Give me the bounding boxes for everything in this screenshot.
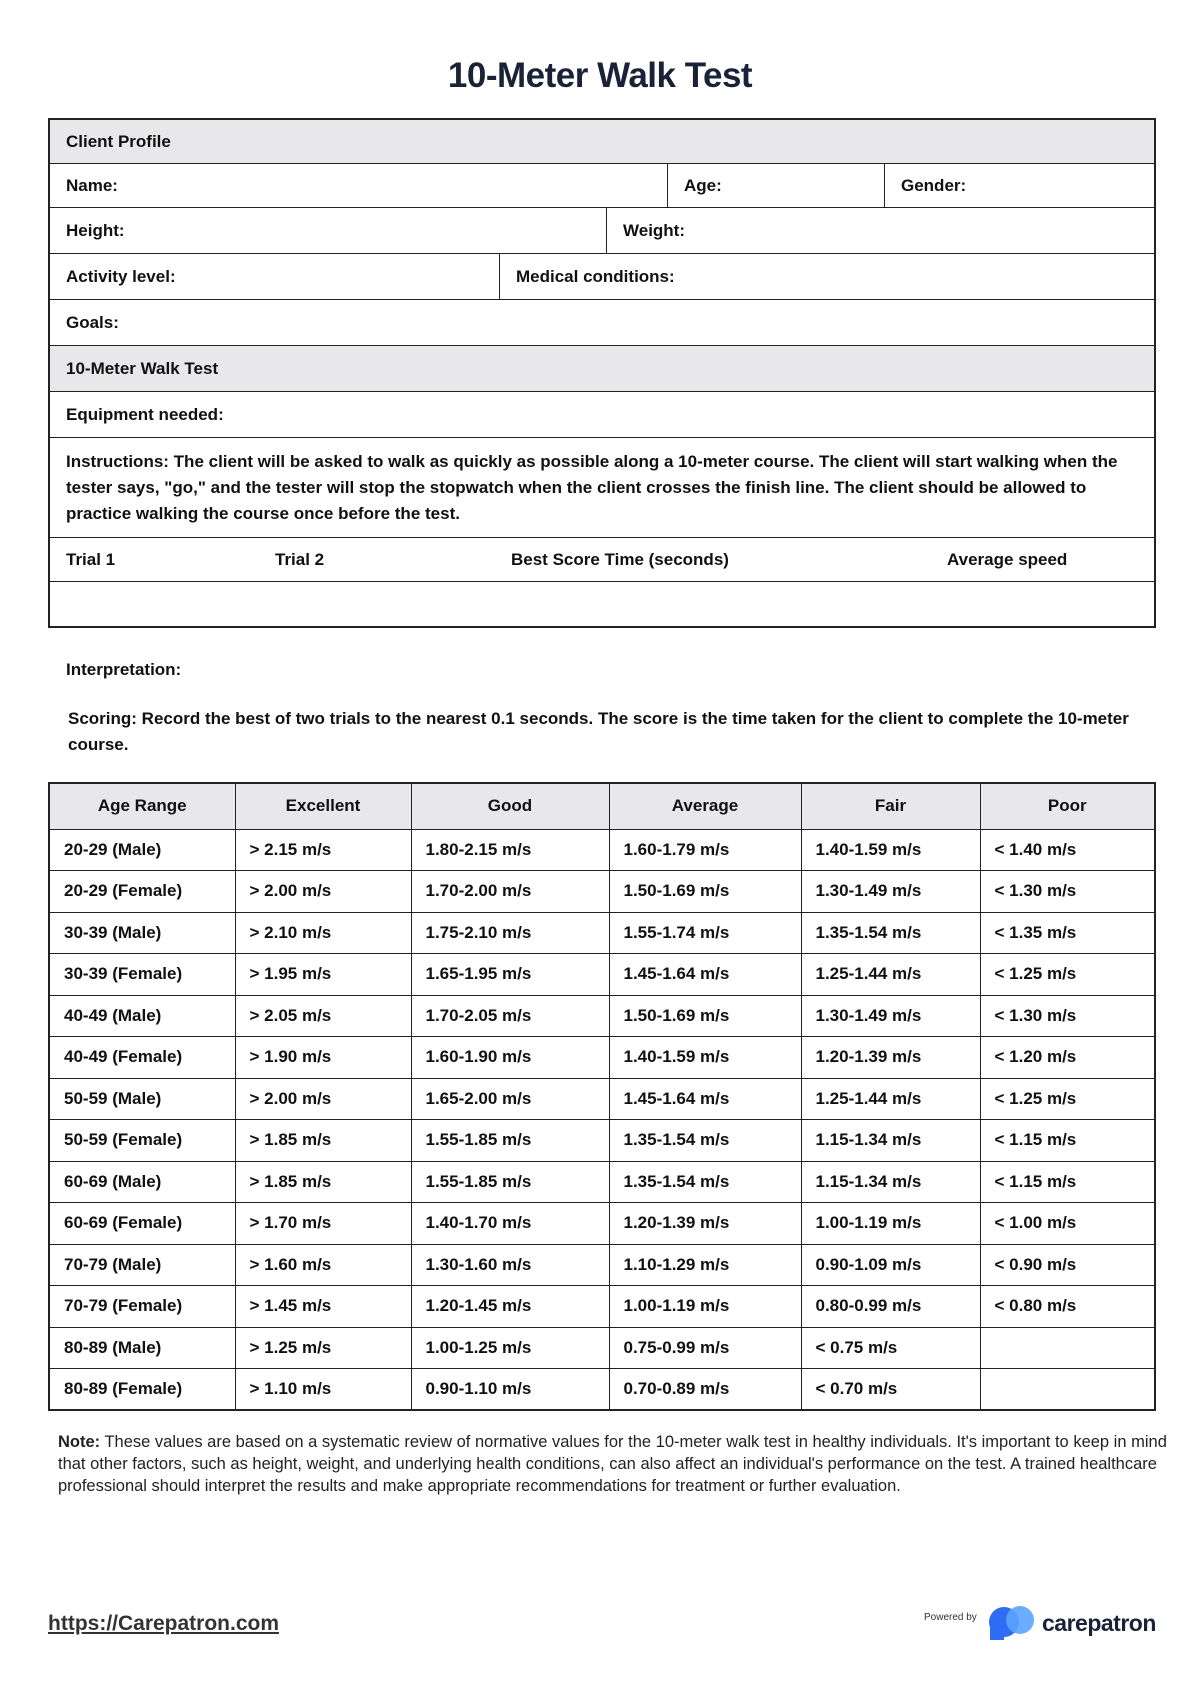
norms-cell: > 1.25 m/s <box>235 1327 411 1369</box>
header-fair: Fair <box>801 783 980 829</box>
norms-cell: 1.35-1.54 m/s <box>609 1161 801 1203</box>
norms-cell: 1.55-1.85 m/s <box>411 1120 609 1162</box>
norms-table-row <box>49 1369 1155 1411</box>
norms-cell: < 0.90 m/s <box>980 1244 1155 1286</box>
header-excellent: Excellent <box>235 783 411 829</box>
norms-cell: 1.35-1.54 m/s <box>801 912 980 954</box>
norms-cell: > 1.45 m/s <box>235 1286 411 1328</box>
trial-1-label: Trial 1 <box>66 549 116 569</box>
norms-cell: 1.45-1.64 m/s <box>609 1078 801 1120</box>
norms-cell: > 1.10 m/s <box>235 1369 411 1411</box>
norms-cell: 80-89 (Female) <box>49 1369 235 1411</box>
norms-cell: 0.75-0.99 m/s <box>609 1327 801 1369</box>
norms-cell: > 2.05 m/s <box>235 995 411 1037</box>
client-profile-header-row <box>50 120 1154 164</box>
norms-cell: 40-49 (Female) <box>49 1037 235 1079</box>
header-average: Average <box>609 783 801 829</box>
age-field[interactable]: Age: <box>667 164 884 207</box>
norms-table-row <box>49 1037 1155 1079</box>
norms-cell: 1.60-1.79 m/s <box>609 829 801 871</box>
client-profile-header: Client Profile <box>66 131 171 151</box>
norms-table-row <box>49 1120 1155 1162</box>
norms-cell: 0.80-0.99 m/s <box>801 1286 980 1328</box>
height-weight-row <box>50 208 1154 254</box>
client-form <box>48 118 1156 628</box>
weight-field[interactable]: Weight: <box>606 208 1154 253</box>
name-age-gender-row <box>50 164 1154 208</box>
gender-field[interactable]: Gender: <box>884 164 1154 207</box>
norms-cell: < 1.30 m/s <box>980 995 1155 1037</box>
norms-table-row <box>49 954 1155 996</box>
average-speed-label: Average speed <box>947 549 1068 569</box>
norms-cell: 50-59 (Female) <box>49 1120 235 1162</box>
header-age-range: Age Range <box>49 783 235 829</box>
norms-cell: 1.20-1.39 m/s <box>609 1203 801 1245</box>
norms-cell: 1.00-1.19 m/s <box>609 1286 801 1328</box>
norms-cell: 1.20-1.45 m/s <box>411 1286 609 1328</box>
norms-cell: 1.65-2.00 m/s <box>411 1078 609 1120</box>
header-poor: Poor <box>980 783 1155 829</box>
norms-cell: 1.30-1.49 m/s <box>801 871 980 913</box>
norms-cell: > 2.10 m/s <box>235 912 411 954</box>
norms-table-row <box>49 871 1155 913</box>
norms-cell: 1.70-2.05 m/s <box>411 995 609 1037</box>
norms-cell: 1.15-1.34 m/s <box>801 1120 980 1162</box>
walk-test-header: 10-Meter Walk Test <box>66 358 219 378</box>
norms-cell: < 1.15 m/s <box>980 1161 1155 1203</box>
norms-cell: > 1.70 m/s <box>235 1203 411 1245</box>
norms-cell: 0.70-0.89 m/s <box>609 1369 801 1411</box>
norms-cell: < 1.25 m/s <box>980 1078 1155 1120</box>
interpretation-title: Interpretation: <box>66 660 182 679</box>
norms-cell: 60-69 (Male) <box>49 1161 235 1203</box>
norms-cell: 1.40-1.59 m/s <box>801 829 980 871</box>
trials-header-row <box>50 538 1154 582</box>
norms-table-row <box>49 1286 1155 1328</box>
name-field[interactable]: Name: <box>66 175 118 195</box>
carepatron-logo-icon <box>988 1604 1038 1640</box>
norms-cell: 40-49 (Male) <box>49 995 235 1037</box>
norms-cell: < 0.75 m/s <box>801 1327 980 1369</box>
norms-cell: 0.90-1.09 m/s <box>801 1244 980 1286</box>
norms-cell: > 2.00 m/s <box>235 871 411 913</box>
instructions-label: Instructions: <box>66 451 169 471</box>
norms-cell: 1.75-2.10 m/s <box>411 912 609 954</box>
norms-cell: > 1.95 m/s <box>235 954 411 996</box>
instructions-row <box>50 438 1154 538</box>
activity-level-field[interactable]: Activity level: <box>66 266 176 286</box>
powered-by: Powered by <box>924 1612 977 1623</box>
norms-cell: 1.30-1.60 m/s <box>411 1244 609 1286</box>
norms-cell: 30-39 (Male) <box>49 912 235 954</box>
norms-cell: 1.15-1.34 m/s <box>801 1161 980 1203</box>
norms-cell: 30-39 (Female) <box>49 954 235 996</box>
header-good: Good <box>411 783 609 829</box>
walk-test-header-row <box>50 346 1154 392</box>
norms-cell: 70-79 (Male) <box>49 1244 235 1286</box>
norms-cell: < 1.35 m/s <box>980 912 1155 954</box>
norms-table-row <box>49 1244 1155 1286</box>
norms-table-row <box>49 1078 1155 1120</box>
norms-cell: 20-29 (Female) <box>49 871 235 913</box>
norms-cell: < 1.15 m/s <box>980 1120 1155 1162</box>
activity-medical-row <box>50 254 1154 300</box>
note <box>58 1431 1168 1497</box>
norms-cell: 1.80-2.15 m/s <box>411 829 609 871</box>
norms-cell: 1.55-1.74 m/s <box>609 912 801 954</box>
norms-cell: 1.70-2.00 m/s <box>411 871 609 913</box>
trials-entry-row[interactable] <box>50 582 1154 626</box>
note-label: Note: <box>58 1433 101 1451</box>
norms-cell <box>980 1327 1155 1369</box>
norms-cell: > 2.00 m/s <box>235 1078 411 1120</box>
norms-cell: 1.10-1.29 m/s <box>609 1244 801 1286</box>
carepatron-brand: carepatron <box>1042 1610 1156 1636</box>
norms-cell: > 2.15 m/s <box>235 829 411 871</box>
norms-cell: < 1.20 m/s <box>980 1037 1155 1079</box>
norms-cell: < 1.00 m/s <box>980 1203 1155 1245</box>
norms-cell: 1.25-1.44 m/s <box>801 954 980 996</box>
norms-table <box>48 782 1156 1411</box>
norms-header-row <box>49 783 1155 829</box>
norms-cell: < 0.70 m/s <box>801 1369 980 1411</box>
norms-table-row <box>49 1203 1155 1245</box>
norms-cell: 60-69 (Female) <box>49 1203 235 1245</box>
equipment-field[interactable]: Equipment needed: <box>66 404 224 424</box>
note-text: These values are based on a systematic review of normative values for the 10-meter walk test in healthy individuals. It's important to keep in mind that other factors, such as height, weight, and underlying health conditions, can also affect an individual's performance on the test. A trained healthcare professional should interpret the results and make appropriate recommendations for treatment or further evaluation. <box>58 1433 1167 1495</box>
height-field[interactable]: Height: <box>66 220 125 240</box>
norms-cell: < 1.25 m/s <box>980 954 1155 996</box>
trial-2-label: Trial 2 <box>275 549 325 569</box>
norms-cell: < 1.30 m/s <box>980 871 1155 913</box>
norms-cell: 1.20-1.39 m/s <box>801 1037 980 1079</box>
norms-table-row <box>49 829 1155 871</box>
norms-cell: 1.00-1.25 m/s <box>411 1327 609 1369</box>
norms-cell: 1.60-1.90 m/s <box>411 1037 609 1079</box>
norms-cell: 1.00-1.19 m/s <box>801 1203 980 1245</box>
norms-cell: 70-79 (Female) <box>49 1286 235 1328</box>
norms-table-row <box>49 1161 1155 1203</box>
goals-row <box>50 300 1154 346</box>
norms-cell: 80-89 (Male) <box>49 1327 235 1369</box>
norms-cell: 1.40-1.59 m/s <box>609 1037 801 1079</box>
goals-field[interactable]: Goals: <box>66 312 119 332</box>
norms-cell: 0.90-1.10 m/s <box>411 1369 609 1411</box>
norms-cell: 1.30-1.49 m/s <box>801 995 980 1037</box>
norms-table-row <box>49 995 1155 1037</box>
page-title: 10-Meter Walk Test <box>447 56 753 95</box>
norms-cell <box>980 1369 1155 1411</box>
norms-cell: 1.65-1.95 m/s <box>411 954 609 996</box>
norms-cell: > 1.85 m/s <box>235 1120 411 1162</box>
norms-cell: < 0.80 m/s <box>980 1286 1155 1328</box>
best-score-label: Best Score Time (seconds) <box>511 549 729 569</box>
norms-table-row <box>49 1327 1155 1369</box>
instructions-body: The client will be asked to walk as quickly as possible along a 10-meter course. The client will start walking when the tester says, "go," and the tester will stop the stopwatch when the client crosses the finish line. The client should be allowed to practice walking the course once before the test. <box>66 451 1118 523</box>
norms-cell: 1.25-1.44 m/s <box>801 1078 980 1120</box>
norms-cell: 1.45-1.64 m/s <box>609 954 801 996</box>
norms-cell: 1.40-1.70 m/s <box>411 1203 609 1245</box>
norms-cell: 1.50-1.69 m/s <box>609 995 801 1037</box>
norms-cell: 1.50-1.69 m/s <box>609 871 801 913</box>
scoring-text: Scoring: Record the best of two trials to the nearest 0.1 seconds. The score is the time taken for the client to complete the 10-meter course. <box>68 709 1129 754</box>
norms-cell: 20-29 (Male) <box>49 829 235 871</box>
norms-cell: 50-59 (Male) <box>49 1078 235 1120</box>
norms-table-row <box>49 912 1155 954</box>
norms-cell: 1.55-1.85 m/s <box>411 1161 609 1203</box>
norms-cell: > 1.60 m/s <box>235 1244 411 1286</box>
carepatron-link[interactable]: https://Carepatron.com <box>48 1612 280 1635</box>
equipment-row <box>50 392 1154 438</box>
norms-cell: 1.35-1.54 m/s <box>609 1120 801 1162</box>
norms-cell: > 1.85 m/s <box>235 1161 411 1203</box>
norms-cell: < 1.40 m/s <box>980 829 1155 871</box>
instructions-text <box>50 437 1154 539</box>
medical-conditions-field[interactable]: Medical conditions: <box>499 254 1154 299</box>
norms-cell: > 1.90 m/s <box>235 1037 411 1079</box>
